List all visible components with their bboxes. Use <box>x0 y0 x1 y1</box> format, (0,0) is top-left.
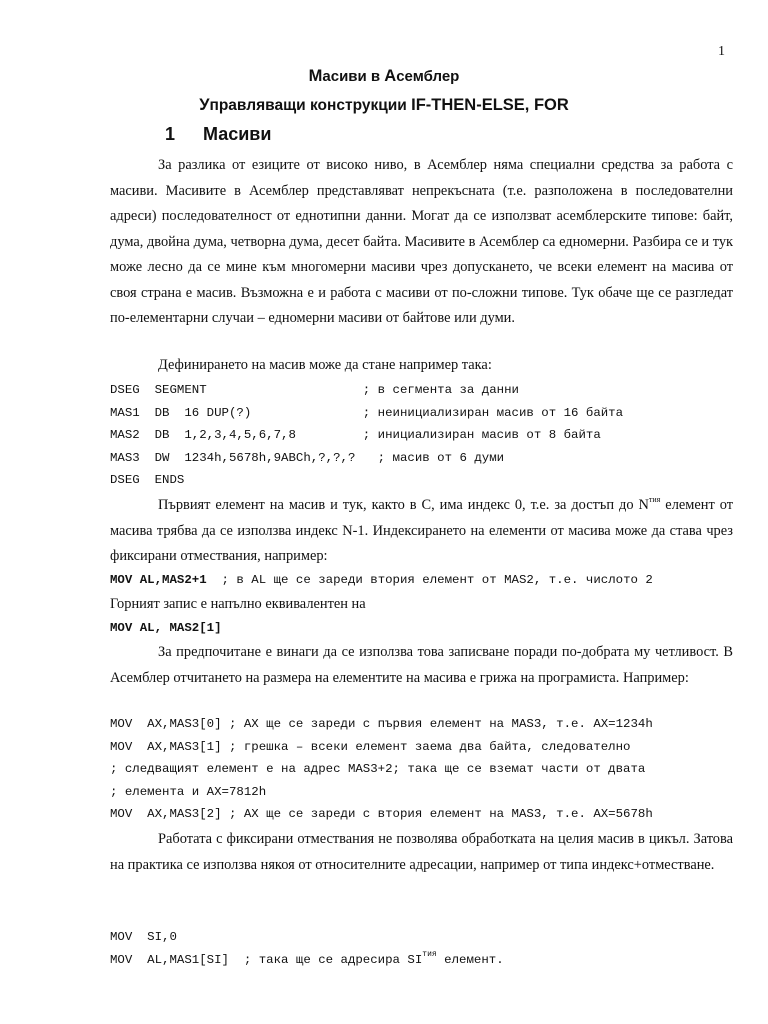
text-span: елемент от масива трябва да се използва индекс N-1. Индексирането на елементи от масива може да става чрез фиксирани отмествания, например: <box>110 497 733 564</box>
code-block-examples <box>110 713 653 826</box>
code-line: MAS3 DW 1234h,5678h,9ABCh,?,?,? ; масив от 6 думи <box>110 450 505 465</box>
code-text: MOV AL,MAS1[SI] ; така ще се адресира SI <box>110 952 423 967</box>
code-text: елемент. <box>436 952 504 967</box>
code-line: DSEG ENDS <box>110 473 185 488</box>
section-title: Масиви <box>203 124 272 144</box>
code-line-mov-mas2-offset <box>110 569 653 592</box>
title-cap-2: А <box>384 67 397 85</box>
code-line: MAS2 DB 1,2,3,4,5,6,7,8 ; инициализиран масив от 8 байта <box>110 428 601 443</box>
page-number: 1 <box>718 44 725 59</box>
title-rest-1: асиви в <box>322 68 385 85</box>
code-bold: MOV AL,MAS2+1 <box>110 573 207 587</box>
paragraph-preference: За предпочитане е винаги да се използва това записване поради по-добрата му четливост. В Асемблер отчитането на размера на елементите на масива е грижа на програмиста. Например: <box>110 644 733 686</box>
text-span: Първият елемент на масив и тук, както в С, има индекс 0, т.е. за достъп до N <box>158 497 649 513</box>
code-line <box>110 949 504 972</box>
section-heading <box>165 124 271 145</box>
section-number: 1 <box>165 124 176 144</box>
document-subtitle <box>0 96 768 115</box>
paragraph-definition: Дефинирането на масив може да стане например така: <box>158 357 492 373</box>
code-comment: ; в AL ще се зареди втория елемент от MAS2, т.е. числото 2 <box>206 573 653 587</box>
subtitle-keywords: IF-THEN-ELSE, FOR <box>411 96 569 114</box>
paragraph-equivalent: Горният запис е напълно еквивалентен на <box>110 596 366 612</box>
title-cap-1: М <box>308 67 323 85</box>
paragraph-loop: Работата с фиксирани отмествания не позволява обработката на целия масив в цикъл. Затова на практика се използва някоя от относителните адресации, например от типа индекс+отместване. <box>110 831 733 873</box>
code-line: MOV AX,MAS3[0] ; AX ще се зареди с първия елемент на MAS3, т.е. AX=1234h <box>110 717 653 731</box>
code-line: MOV SI,0 <box>110 930 177 944</box>
superscript: тия <box>422 949 437 959</box>
document-title <box>0 67 768 86</box>
code-line-mov-mas2-index: MOV AL, MAS2[1] <box>110 621 222 635</box>
code-line: MAS1 DB 16 DUP(?) ; неинициализиран масив от 16 байта <box>110 405 624 420</box>
code-line: MOV AX,MAS3[1] ; грешка – всеки елемент заема два байта, следователно <box>110 739 631 754</box>
code-block-definitions <box>110 379 623 492</box>
code-line: MOV AX,MAS3[2] ; AX ще се зареди с втория елемент на MAS3, т.е. AX=5678h <box>110 807 653 822</box>
subtitle-cap: У <box>199 96 210 114</box>
code-line: DSEG SEGMENT ; в сегмента за данни <box>110 383 519 397</box>
code-line: ; елемента и AX=7812h <box>110 784 267 799</box>
code-block-si <box>110 926 504 971</box>
title-rest-2: семблер <box>396 68 460 85</box>
code-line: ; следващият елемент е на адрес MAS3+2; така ще се вземат части от двата <box>110 762 646 777</box>
subtitle-rest: правляващи конструкции <box>209 97 412 114</box>
paragraph-intro: За разлика от езиците от високо ниво, в Асемблер няма специални средства за работа с масиви. Масивите в Асемблер представляват непрекъсната (т.е. разположена в последователни адреси) последователност от еднотипни данни. Могат да се използват асемблерските типове: байт, дума, двойна дума, четворна дума, десет байта. Масивите в Асемблер са едномерни. Разбира се и тук може лесно да се мине към многомерни масиви чрез допускането, че всеки елемент на масива от своя страна е масив. Възможна е и работа с масиви от по-сложни типове. Тук обаче ще се разгледат по-елементарни случаи – едномерни масиви от байтове или думи. <box>110 157 733 326</box>
paragraph-indexing <box>110 493 733 570</box>
superscript: тия <box>648 495 661 504</box>
